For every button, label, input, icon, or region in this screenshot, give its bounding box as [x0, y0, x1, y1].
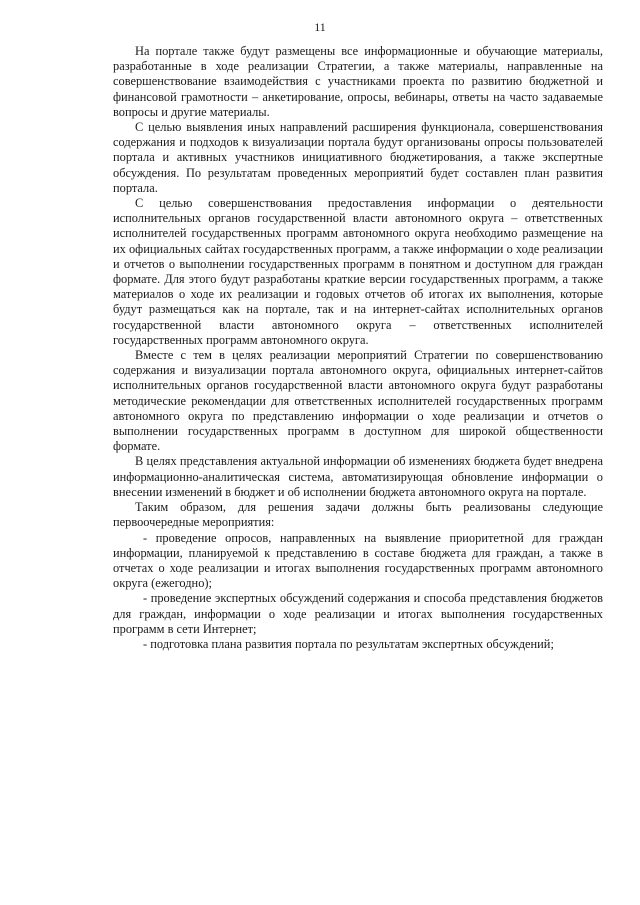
list-item: - проведение опросов, направленных на выявление приоритетной для граждан информации, планируемой к представлению в составе бюджета для граждан, а также в отчетах о ходе реализации и итогах выполнения государственных программ автономного округа (ежегодно);: [113, 530, 603, 591]
page-number: 11: [314, 20, 326, 34]
list-item: - подготовка плана развития портала по результатам экспертных обсуждений;: [143, 636, 554, 651]
paragraph: На портале также будут размещены все информационные и обучающие материалы, разработанные в ходе реализации Стратегии, а также материалы, направленные на совершенствование взаимодействия с участниками проекта по развитию бюджетной и финансовой грамотности – анкетирование, опросы, вебинары, ответы на часто задаваемые вопросы и другие материалы.: [113, 44, 603, 119]
list-item: - проведение экспертных обсуждений содержания и способа представления бюджетов для граждан, информации о ходе реализации и итогах выполнения государственных программ в сети Интернет;: [113, 591, 603, 636]
paragraph: С целью совершенствования предоставления информации о деятельности исполнительных органов государственной власти автономного округа – ответственных исполнителей государственных программ автономного округа необходимо размещение на их официальных сайтах государственных программ, а также информации о ходе реализации и отчетов о выполнении государственных программ в понятном и доступном для граждан формате. Для этого будут разработаны краткие версии государственных программ, а также материалов о ходе их реализации и годовых отчетов об итогах их выполнения, которые будут размещаться как на портале, так и на интернет-сайтах исполнительных органов государственной власти автономного округа – ответственных исполнителей государственных программ автономного округа.: [113, 196, 603, 347]
paragraph: Вместе с тем в целях реализации мероприятий Стратегии по совершенствованию содержания и визуализации портала автономного округа, официальных интернет-сайтов исполнительных органов государственной власти автономного округа будут разработаны методические рекомендации для ответственных исполнителей государственных программ автономного округа по представлению информации о ходе реализации и отчетов о выполнении государственных программ в доступном для широкой общественности формате.: [113, 348, 603, 454]
paragraph: В целях представления актуальной информации об изменениях бюджета будет внедрена информационно-аналитическая система, автоматизирующая обновление информации о внесении изменений в бюджет и об исполнении бюджета автономного округа на портале.: [113, 454, 603, 499]
paragraph: Таким образом, для решения задачи должны быть реализованы следующие первоочередные мероприятия:: [113, 500, 603, 530]
document-body: [113, 44, 603, 652]
paragraph: С целью выявления иных направлений расширения функционала, совершенствования содержания и подходов к визуализации портала будут организованы опросы пользователей портала и активных участников инициативного бюджетирования, а также экспертные обсуждения. По результатам проведенных мероприятий будет составлен план развития портала.: [113, 120, 603, 195]
